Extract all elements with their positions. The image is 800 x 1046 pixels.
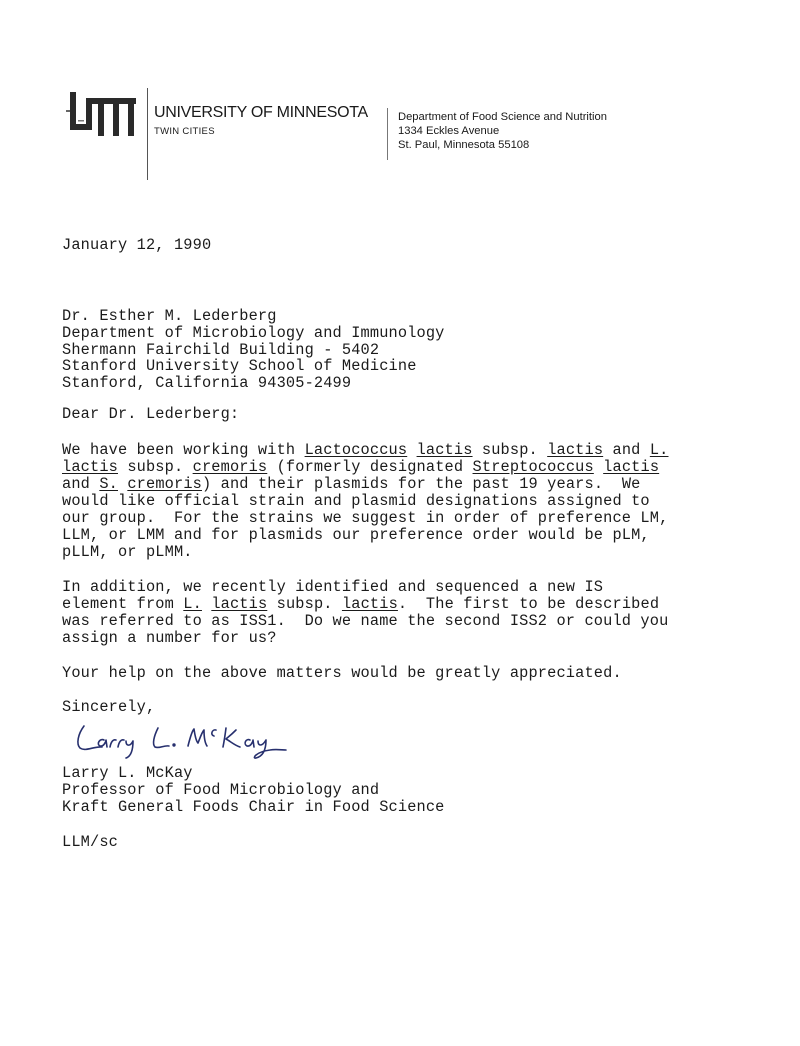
text-span: We have been working with	[62, 441, 305, 459]
paragraph-3: Your help on the above matters would be greatly appreciated.	[62, 664, 622, 682]
department-city: St. Paul, Minnesota 55108	[398, 139, 530, 151]
text-span: subsp.	[117, 458, 193, 476]
species-lactis: lactis	[211, 595, 268, 613]
text-span: ) and their plasmids for the past 19 years. We	[201, 475, 641, 493]
university-name: UNIVERSITY OF MINNESOTA	[154, 104, 368, 121]
genus-abbrev: L.	[649, 441, 669, 459]
department-address	[398, 110, 607, 152]
paragraph-1-line-7: pLLM, or pLMM.	[62, 543, 193, 561]
genus-abbrev: L.	[183, 595, 202, 613]
recipient-department: Department of Microbiology and Immunology	[62, 324, 445, 342]
species-cremoris: cremoris	[127, 475, 202, 493]
paragraph-1-line-1	[62, 441, 669, 459]
text-span	[407, 441, 416, 459]
department-name: Department of Food Science and Nutrition	[398, 111, 607, 123]
paragraph-2-line-3: was referred to as ISS1. Do we name the second ISS2 or could you	[62, 612, 669, 630]
paragraph-2-line-1: In addition, we recently identified and sequenced a new IS	[62, 578, 604, 596]
text-span: (formerly designated	[267, 458, 473, 476]
recipient-school: Stanford University School of Medicine	[62, 357, 417, 375]
address-divider	[387, 108, 388, 160]
genus-lactococcus: Lactococcus	[304, 441, 408, 459]
recipient-name: Dr. Esther M. Lederberg	[62, 307, 277, 325]
genus-streptococcus: Streptococcus	[472, 458, 594, 476]
paragraph-1-line-2	[62, 458, 659, 476]
paragraph-1-line-4: would like official strain and plasmid designations assigned to	[62, 492, 650, 510]
paragraph-1-line-3	[62, 475, 640, 493]
signer-title-2: Kraft General Foods Chair in Food Science	[62, 798, 445, 816]
subspecies-cremoris: cremoris	[192, 458, 268, 476]
closing: Sincerely,	[62, 698, 156, 716]
paragraph-1-line-6: LLM, or LMM and for plasmids our preference order would be pLM,	[62, 526, 650, 544]
recipient-building: Shermann Fairchild Building - 5402	[62, 341, 380, 359]
university-campus: TWIN CITIES	[154, 126, 215, 137]
text-span	[594, 458, 603, 476]
subspecies-lactis: lactis	[341, 595, 398, 613]
department-street: 1334 Eckles Avenue	[398, 125, 500, 137]
letterhead-divider	[147, 88, 148, 180]
signer-name: Larry L. McKay	[62, 764, 193, 782]
text-span: subsp.	[472, 441, 548, 459]
text-span: subsp.	[267, 595, 342, 613]
university-logo	[66, 90, 140, 138]
subspecies-lactis: lactis	[547, 441, 604, 459]
signer-title-1: Professor of Food Microbiology and	[62, 781, 380, 799]
species-lactis: lactis	[603, 458, 660, 476]
paragraph-1-line-5: our group. For the strains we suggest in order of preference LM,	[62, 509, 669, 527]
paragraph-2-line-2	[62, 595, 659, 613]
text-span: . The first to be described	[397, 595, 660, 613]
salutation: Dear Dr. Lederberg:	[62, 405, 240, 423]
letter-date: January 12, 1990	[62, 236, 212, 254]
paragraph-2-line-4: assign a number for us?	[62, 629, 277, 647]
text-span: and	[62, 475, 100, 493]
text-span	[118, 475, 127, 493]
text-span: and	[603, 441, 650, 459]
text-span	[202, 595, 211, 613]
typist-initials: LLM/sc	[62, 833, 118, 851]
handwritten-signature	[70, 716, 330, 760]
species-lactis: lactis	[62, 458, 118, 476]
genus-abbrev: S.	[99, 475, 118, 493]
species-lactis: lactis	[416, 441, 473, 459]
recipient-city: Stanford, California 94305-2499	[62, 374, 352, 392]
text-span: element from	[62, 595, 184, 613]
